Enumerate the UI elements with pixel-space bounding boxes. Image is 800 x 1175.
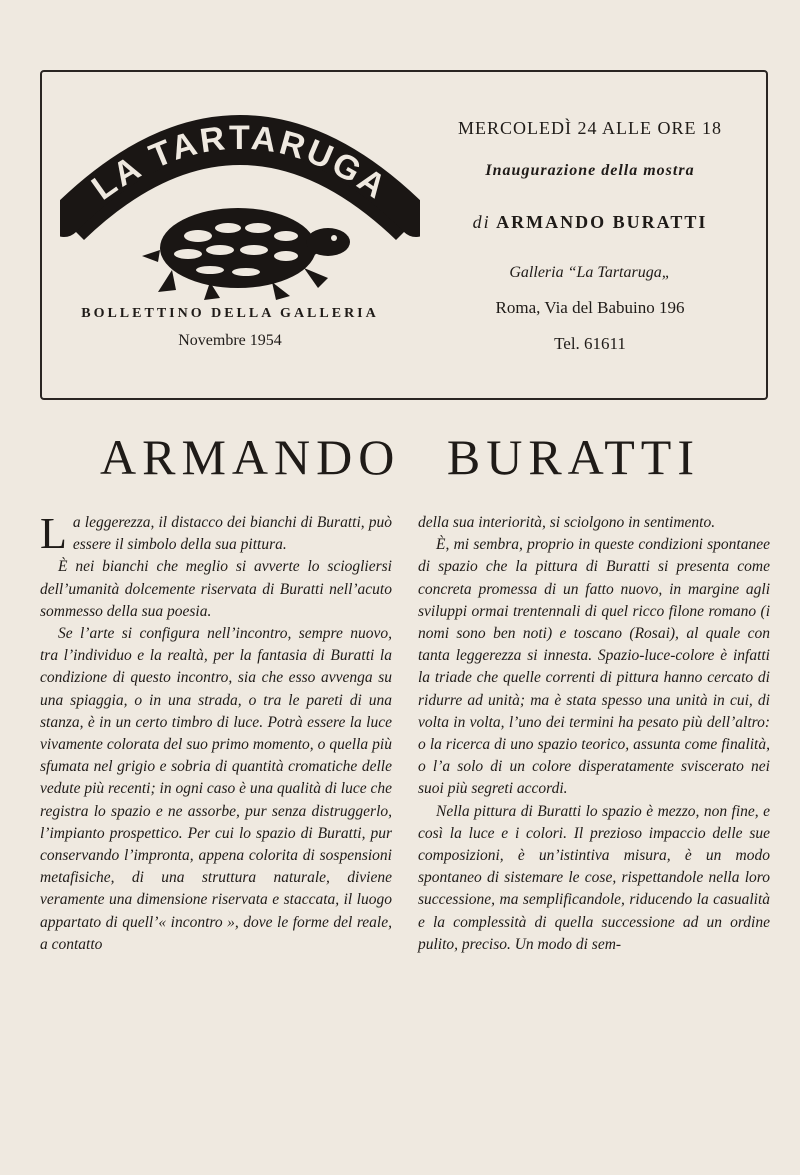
- inauguration-line: Inaugurazione della mostra: [485, 162, 695, 179]
- gallery-phone: Tel. 61611: [554, 334, 626, 353]
- gallery-name: Galleria “La Tartaruga„: [509, 264, 671, 281]
- paragraph: della sua interiorità, si sciolgono in sentimento.: [418, 514, 716, 531]
- paragraph: È, mi sembra, proprio in queste condizioni spontanee di spazio che la pittura di Buratti si presenta come concreta promessa di un fatto nuovo, in margine agli sviluppi ormai trentennali di quel ricco filone romano (i nomi sono ben noti) e toscano (Rosai), al quale con tanta leggerezza si innesta. Spazio-luce-colore è infatti la triade che quelle correnti di pittura hanno cercato di ridurre ad unità; ma è stata spesso una unità in cui, di volta in volta, l’uno dei termini ha pesato più dell’altro: o la ricerca di uno spazio teorico, assunta come finalità, o l’a solo di un colore disperatamente sviscerato nei suoi più segreti accordi.: [418, 536, 770, 798]
- article-column-left: [40, 509, 392, 956]
- artist-prefix: di: [472, 212, 491, 232]
- paragraph: È nei bianchi che meglio si avverte lo sciogliersi dell’umanità dolcemente riservata di Buratti nell’acuto sommesso della sua poesia.: [40, 558, 392, 620]
- article-column-right: [418, 512, 770, 956]
- paragraph: La leggerezza, il distacco dei bianchi di Buratti, può essere il simbolo della sua pittura.: [40, 509, 392, 558]
- event-day: MERCOLEDÌ 24 ALLE ORE 18: [458, 118, 722, 138]
- artist-name: ARMANDO BURATTI: [496, 212, 708, 232]
- issue-date: Novembre 1954: [178, 332, 282, 349]
- gallery-address: Roma, Via del Babuino 196: [495, 298, 685, 317]
- svg-text:LA TARTARUGA: LA TARTARUGA: [85, 118, 395, 208]
- page-title: ARMANDO BURATTI: [100, 429, 700, 485]
- paragraph: Se l’arte si configura nell’incontro, sempre nuovo, tra l’individuo e la realtà, per la fantasia di Buratti la condizione di questo incontro, sia che esso avvenga su una spiaggia, o in una strada, o tra le pareti di una stanza, è in un certo timbro di luce. Potrà essere la luce vivamente colorata del suo primo momento, o quella più sfumata nel grigio e sobria di quantità cromatiche delle vedute più recenti; in ogni caso è una qualità di luce che registra lo spazio e ne assorbe, pur senza distruggerlo, l’impianto prospettico. Per cui lo spazio di Buratti, pur conservando l’impronta, appena colorita di sospensioni metafisiche, di una struttura naturale, diviene veramente una dimensione riservata e staccata, il luogo appartato di quell’« incontro », dove le forme del reale, a contatto: [40, 625, 392, 953]
- artist-line: [420, 212, 760, 233]
- drop-cap: L: [40, 509, 67, 558]
- tartaruga-logo: [60, 100, 420, 300]
- paragraph: Nella pittura di Buratti lo spazio è mezzo, non fine, e così la luce e i colori. Il prezioso impaccio delle sue composizioni, è un’istintiva misura, è un modo spontaneo di sistemare le cose, rispettandole nella loro successione, ma semplificandole, riducendo la casualità e la complessità di quella successione ad un ordine pulito, preciso. Un modo di sem-: [418, 802, 770, 953]
- bulletin-label: BOLLETTINO DELLA GALLERIA: [81, 306, 379, 321]
